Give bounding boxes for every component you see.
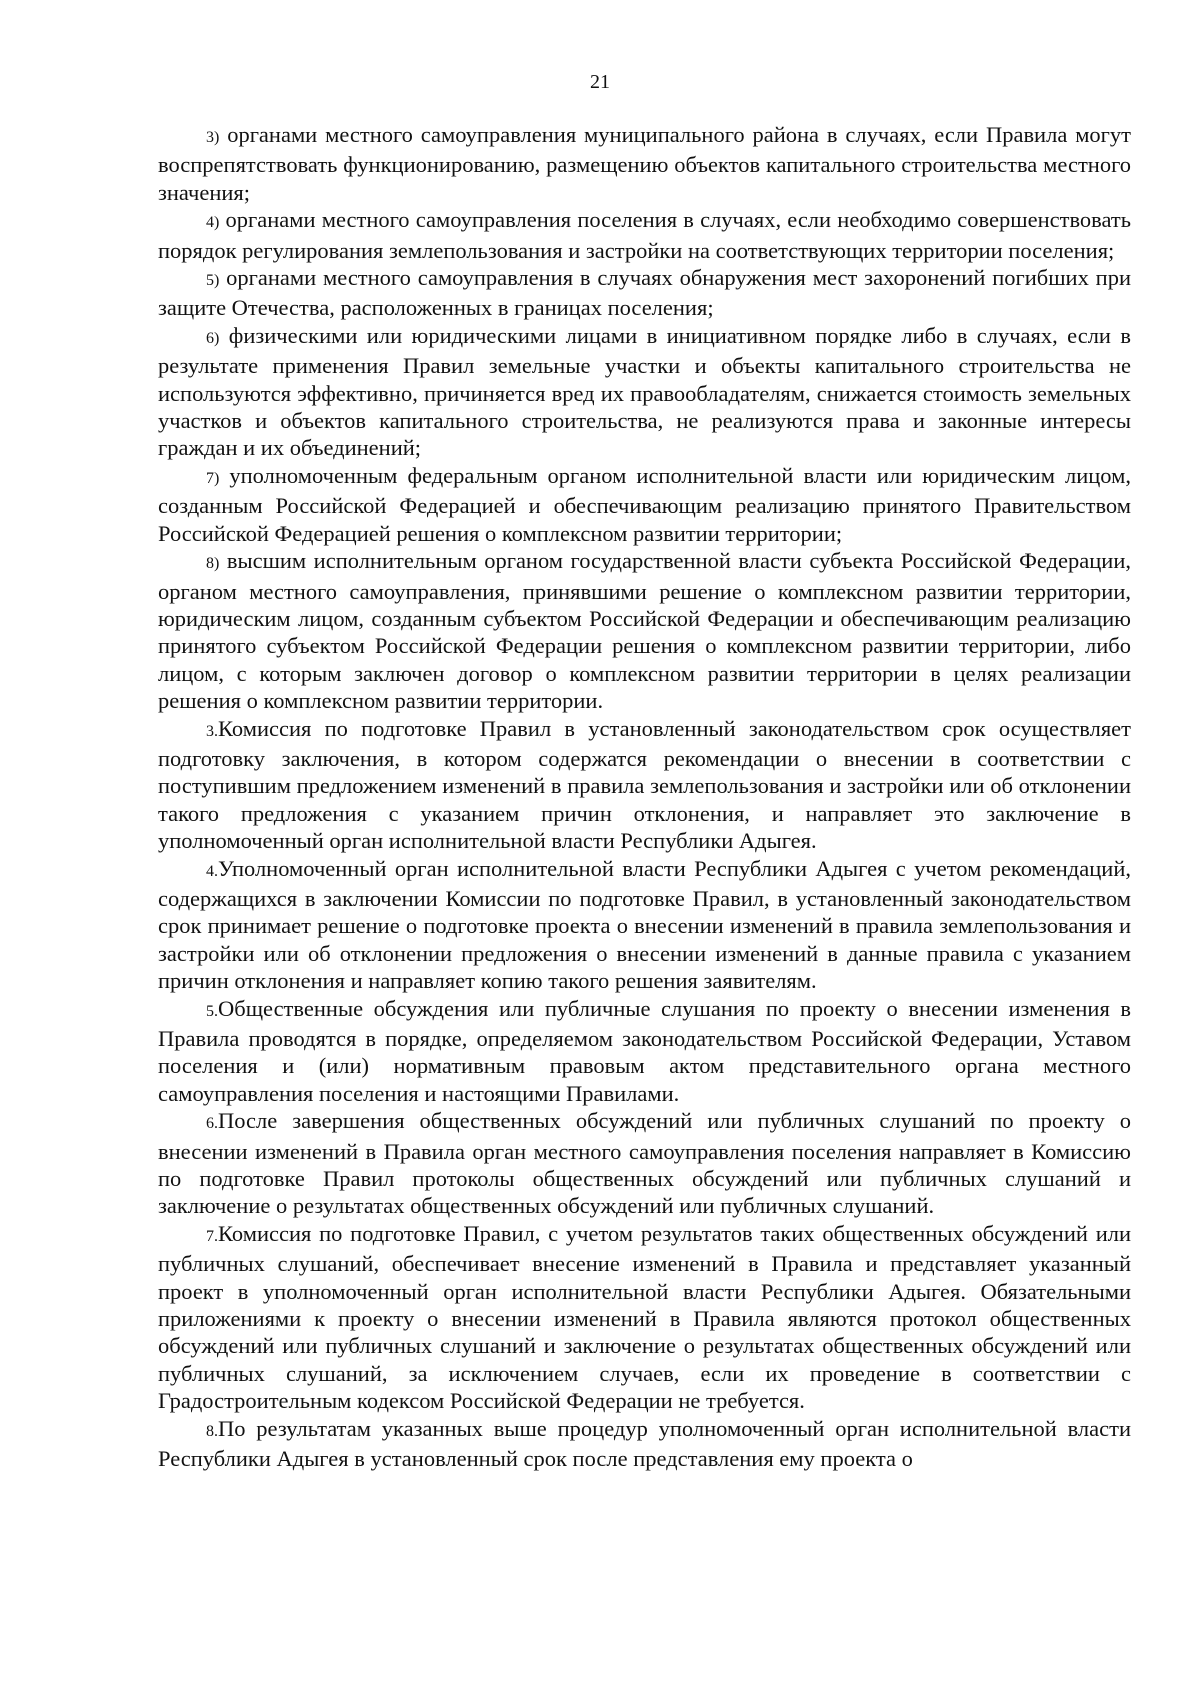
paragraph-text: органами местного самоуправления в случаях обнаружения мест захоронений погибших при защите Отечества, расположенных в границах поселения; <box>158 265 1131 321</box>
paragraph-item-3 <box>158 121 1131 206</box>
section-number: 6. <box>206 1115 218 1133</box>
paragraph-item-4 <box>158 206 1131 264</box>
paragraph-section-6 <box>158 1107 1131 1220</box>
paragraph-text: Уполномоченный орган исполнительной власти Республики Адыгея с учетом рекомендаций, содержащихся в заключении Комиссии по подготовке Правил, в установленный законодательством срок принимает решение о подготовке проекта о внесении изменений в правила землепользования и застройки или об отклонении предложения о внесении изменений в данные правила с указанием причин отклонения и направляет копию такого решения заявителям. <box>158 855 1131 994</box>
paragraph-item-5 <box>158 264 1131 322</box>
section-number: 3. <box>206 722 218 740</box>
paragraph-text: уполномоченным федеральным органом исполнительной власти или юридическим лицом, созданным Российской Федерацией и обеспечивающим реализацию принятого Правительством Российской Федерацией решения о комплексном развитии территории; <box>158 462 1131 546</box>
paragraph-section-4 <box>158 855 1131 995</box>
paragraph-section-5 <box>158 995 1131 1108</box>
page-number: 21 <box>590 71 610 93</box>
paragraph-text: органами местного самоуправления муниципального района в случаях, если Правила могут воспрепятствовать функционированию, размещению объектов капитального строительства местного значения; <box>158 122 1131 205</box>
paragraph-text: физическими или юридическими лицами в инициативном порядке либо в случаях, если в результате применения Правил земельные участки и объекты капитального строительства не используются эффективно, причиняется вред их правообладателям, снижается стоимость земельных участков и объектов капитального строительства, не реализуются права и законные интересы граждан и их объединений; <box>158 322 1131 461</box>
paragraph-text: высшим исполнительным органом государственной власти субъекта Российской Федерации, органом местного самоуправления, принявшими решение о комплексном развитии территории, юридическим лицом, созданным субъектом Российской Федерации и обеспечивающим реализацию принятого субъектом Российской Федерации решения о комплексном развитии территории, либо лицом, с которым заключен договор о комплексном развитии территории в целях реализации решения о комплексном развитии территории. <box>158 548 1131 714</box>
section-number: 8. <box>206 1422 218 1440</box>
document-body <box>158 121 1131 1473</box>
section-number: 5. <box>206 1002 218 1020</box>
item-number: 7) <box>206 469 220 487</box>
paragraph-text: Общественные обсуждения или публичные слушания по проекту о внесении изменения в Правила проводятся в порядке, определяемом законодательством Российской Федерации, Уставом поселения и (или) нормативным правовым актом представительного органа местного самоуправления поселения и настоящими Правилами. <box>158 995 1131 1106</box>
paragraph-text: По результатам указанных выше процедур уполномоченный орган исполнительной власти Республики Адыгея в установленный срок после представления ему проекта о <box>158 1415 1131 1472</box>
item-number: 4) <box>206 214 220 232</box>
item-number: 3) <box>206 129 220 146</box>
paragraph-section-3 <box>158 715 1131 855</box>
paragraph-item-6 <box>158 322 1131 462</box>
paragraph-text: После завершения общественных обсуждений или публичных слушаний по проекту о внесении изменений в Правила орган местного самоуправления поселения направляет в Комиссию по подготовке Правил протоколы общественных обсуждений или публичных слушаний и заключение о результатах общественных обсуждений или публичных слушаний. <box>158 1108 1131 1219</box>
paragraph-text: органами местного самоуправления поселения в случаях, если необходимо совершенствовать порядок регулирования землепользования и застройки на соответствующих территории поселения; <box>158 207 1131 263</box>
paragraph-item-7 <box>158 462 1131 547</box>
section-number: 4. <box>206 862 218 880</box>
item-number: 6) <box>206 329 220 347</box>
paragraph-section-8 <box>158 1415 1131 1473</box>
paragraph-section-7 <box>158 1220 1131 1415</box>
paragraph-text: Комиссия по подготовке Правил, с учетом результатов таких общественных обсуждений или публичных слушаний, обеспечивает внесение изменений в Правила и представляет указанный проект в уполномоченный орган исполнительной власти Республики Адыгея. Обязательными приложениями к проекту о внесении изменений в Правила являются протокол общественных обсуждений или публичных слушаний и заключение о результатах общественных обсуждений или публичных слушаний, за исключением случаев, если их проведение в соответствии с Градостроительным кодексом Российской Федерации не требуется. <box>158 1220 1131 1414</box>
item-number: 5) <box>206 272 220 290</box>
paragraph-item-8 <box>158 547 1131 714</box>
section-number: 7. <box>206 1227 218 1245</box>
item-number: 8) <box>206 555 220 573</box>
paragraph-text: Комиссия по подготовке Правил в установленный законодательством срок осуществляет подготовку заключения, в котором содержатся рекомендации о внесении в соответствии с поступившим предложением изменений в правила землепользования и застройки или об отклонении такого предложения с указанием причин отклонения, и направляет это заключение в уполномоченный орган исполнительной власти Республики Адыгея. <box>158 715 1131 854</box>
